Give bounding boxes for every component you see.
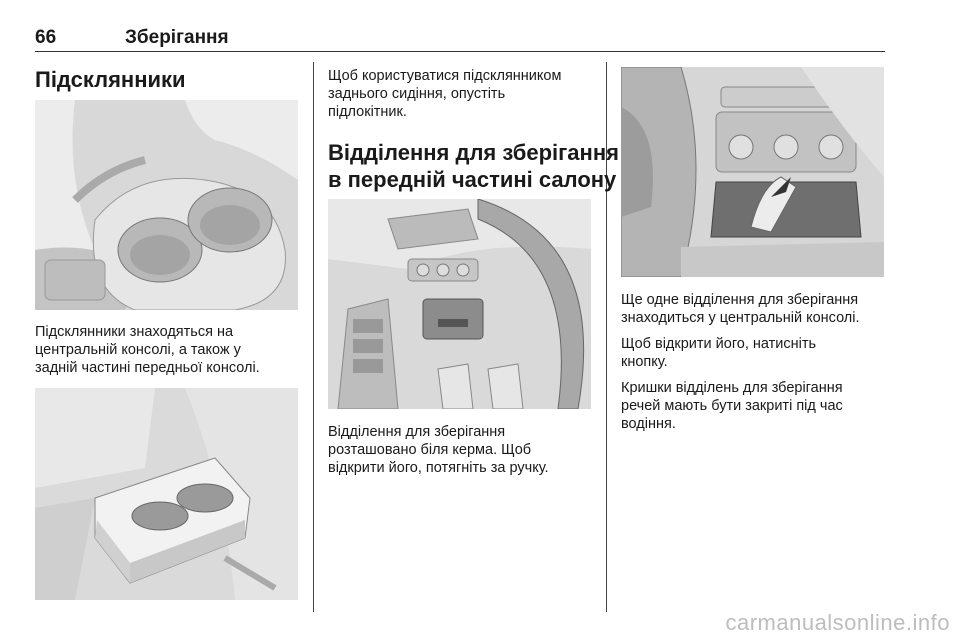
cupholders-title: Підсклянники bbox=[35, 67, 186, 92]
front-storage-title-line-1: Відділення для зберігання bbox=[328, 140, 619, 165]
front-storage-caption-line-1: Відділення для зберігання bbox=[328, 424, 506, 440]
front-storage-caption-line-3: відкрити його, потягніть за ручку. bbox=[328, 460, 549, 476]
rear-cupholder-illustration bbox=[35, 388, 298, 600]
front-storage-caption-line-2: розташовано біля керма. Щоб bbox=[328, 442, 532, 458]
center-console-storage-illustration bbox=[621, 67, 884, 277]
cupholders-caption-line-2: центральній консолі, а також у bbox=[35, 342, 241, 358]
section-name: Зберігання bbox=[125, 27, 229, 48]
front-storage-title-line-2: в передній частині салону bbox=[328, 167, 617, 192]
open-instruction-line-2: кнопку. bbox=[621, 354, 668, 370]
lids-warning-line-3: водіння. bbox=[621, 416, 676, 432]
rear-cupholder-text-line-3: підлокітник. bbox=[328, 104, 407, 120]
cupholders-caption-line-1: Підсклянники знаходяться на bbox=[35, 324, 234, 340]
header-rule bbox=[35, 51, 885, 52]
rear-cupholder-text-line-1: Щоб користуватися підсклянником bbox=[328, 68, 562, 84]
page-header bbox=[35, 27, 885, 53]
open-instruction-line-1: Щоб відкрити його, натисніть bbox=[621, 336, 817, 352]
rear-cupholder-text-line-2: заднього сидіння, опустіть bbox=[328, 86, 506, 102]
lids-warning-line-1: Кришки відділень для зберігання bbox=[621, 380, 843, 396]
center-storage-text-line-2: знаходиться у центральній консолі. bbox=[621, 310, 860, 326]
cupholders-caption-line-3: задній частині передньої консолі. bbox=[35, 360, 260, 376]
lids-warning-line-2: речей мають бути закриті під час bbox=[621, 398, 843, 414]
page-number: 66 bbox=[35, 27, 57, 48]
front-cupholder-illustration bbox=[35, 100, 298, 310]
watermark: carmanualsonline.info bbox=[725, 610, 950, 635]
center-storage-text-line-1: Ще одне відділення для зберігання bbox=[621, 292, 859, 308]
steering-wheel-storage-illustration bbox=[328, 199, 591, 409]
column-divider-left bbox=[313, 62, 314, 612]
